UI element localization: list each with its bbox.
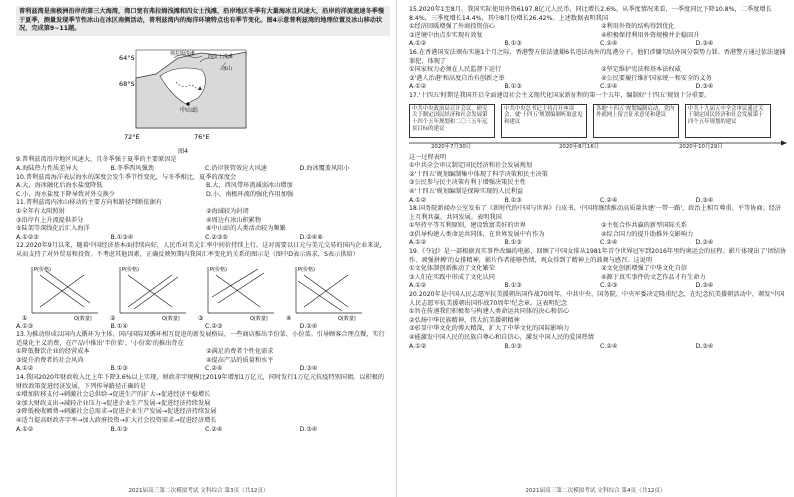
question-11: 11.普利兹湾内冰山移动的主要方向和路径判断依据有 bbox=[16, 199, 162, 207]
question-20: 20.2020年是中国人民志愿军抗美援朝出国作战70周年。中共中央、国务院、中央军委决定隆重纪念，在纪念抗美援朝活动中，颁发'中国人民志愿军抗美援朝出国作战70周年'纪念章。这表明纪念 bbox=[409, 291, 785, 307]
q13-answer[interactable]: B.①③ bbox=[110, 365, 128, 373]
q11-answer[interactable]: A.①②③ bbox=[16, 233, 39, 241]
q13-statement: ①降低餐饮企业的经营成本 bbox=[16, 348, 90, 356]
q13-answer[interactable]: A.①② bbox=[16, 365, 34, 373]
q10-option[interactable]: A.大，海冰融化后海水盐度降低 bbox=[16, 182, 103, 190]
question-12: 12.2020年9月以来，随着中国经济基本面持续向好，人民币对美元汇率中间价持续上行。这对需要以日元与美元交易的国内企业来说，从而支持了对外贸易和投资。不考虑其他因素，正确反映短期内我国汇率变化的关系的图示是（图中D表示需求，S表示供给） bbox=[16, 242, 386, 258]
graph-3 bbox=[198, 263, 280, 321]
q9-option[interactable]: D.海冰覆盖风阻小 bbox=[299, 164, 350, 172]
q20-statements bbox=[409, 308, 787, 342]
q20-answer[interactable]: D.③④ bbox=[695, 342, 714, 350]
station-dot bbox=[186, 102, 189, 105]
q14-statement: ④适当提高财政赤字率→加大政府投资→扩大社会投资需求→促进经济增长 bbox=[16, 417, 217, 425]
q14-statement: ②加大财政支出→减轻企业压力→促进企业生产发展→促进经济持续发展 bbox=[16, 399, 211, 407]
q12-answer[interactable]: C.②③ bbox=[205, 322, 223, 330]
q12-answer[interactable]: D.②④ bbox=[299, 322, 318, 330]
q19-answer[interactable]: B.①③ bbox=[504, 282, 522, 290]
question-10: 10.普利兹湾海洋表层海水的深度会发生季节性变化，与冬季相比，夏季的深度会 bbox=[16, 173, 237, 181]
q16-answer[interactable]: C.②④ bbox=[600, 83, 618, 91]
svg-text:Q(数量): Q(数量) bbox=[338, 315, 356, 321]
timeline-date: 2020年10月29日 bbox=[679, 143, 723, 150]
timeline-box: 各地'十四五'规划编制启动，党内外就网上留言征求意见和建议 bbox=[593, 104, 679, 138]
page-footer-right: 2021届高三第二次模拟考试 文科综合 第4页（共12页） bbox=[525, 488, 666, 494]
lat68-label: 68°S bbox=[119, 79, 135, 88]
q17-statement: ①中共全会审议制定国民经济和社会发展规划 bbox=[409, 162, 533, 170]
lon76-label: 76°E bbox=[194, 132, 210, 141]
map-figure bbox=[116, 38, 266, 148]
q17-statements bbox=[409, 162, 787, 196]
question-13: 13.为推动形成以国内大循环为主体、国内国际双循环相互促进的新发展格局，一些商店推出半份菜、小份菜。引导顾客合理点餐，实行适量化主义消费，在产品中推出'半价菜'、'小份菜'的推出背在 bbox=[16, 331, 385, 347]
q18-statement: ①坚持平等互利原则，建设致富美好的世界 bbox=[409, 222, 526, 230]
left-column bbox=[16, 6, 390, 434]
timeline-box: 中共中央总书记主持召开座谈会，就'十四五'规划编制听取意见和建议 bbox=[501, 104, 587, 138]
q19-statement: ③人们在实践中形成了文化认同 bbox=[409, 273, 495, 281]
q10-option[interactable]: D.小，南极环流的强化作用加强 bbox=[206, 190, 294, 198]
q19-answer[interactable]: A.①② bbox=[409, 282, 427, 290]
graph-4 bbox=[286, 263, 368, 321]
q20-statement: ②弘扬中华民族精神，伟大抗美援朝精神 bbox=[409, 316, 520, 324]
question-9: 9.普利兹湾沿岸地区风速大，且冬季强于夏季的主要原因是 bbox=[16, 156, 177, 164]
q17-answers bbox=[409, 197, 787, 206]
graph-label-2: ② bbox=[110, 314, 116, 321]
q12-answer[interactable]: A.①③ bbox=[16, 322, 34, 330]
passage-prydz-bay: 普利兹湾是南极洲沿岸的第三大海湾，湾口宽有弗拉姆浅滩和四女士浅滩，沿岸地区冬季有大量海冰且风速大，沿岸的洋流流速冬季慢于夏季，测量发现季节性冰山在冰区南侧活动，普利兹湾内的海洋环境特点也有季节变化。图4示意普利兹湾的地理位置及冰山移动状况，完成第9~11题。 bbox=[16, 6, 390, 36]
q19-statement: ④源于真实事件的文艺作品才有生命力 bbox=[601, 273, 706, 281]
timeline-box: 中共十九届五中全会审议通过关于制定国民经济和社会发展第十四个五年规划的建议 bbox=[685, 104, 771, 138]
graph-label-4: ④ bbox=[286, 314, 292, 321]
svg-text:Q(数量): Q(数量) bbox=[250, 315, 268, 321]
q19-statement: ①文化体制创新推动了文化繁荣 bbox=[409, 265, 495, 273]
q13-statements bbox=[16, 348, 390, 365]
q19-statements bbox=[409, 265, 787, 282]
q16-answers bbox=[409, 83, 787, 92]
q18-statement: ③倡导构建人类命运共同体，在世界发展中有作为 bbox=[409, 230, 545, 238]
q10-options bbox=[16, 182, 390, 199]
q18-statement: ②主张合作共赢的新型国际关系 bbox=[601, 222, 687, 230]
q14-answers bbox=[16, 426, 390, 435]
graph-label-1: ① bbox=[22, 314, 28, 321]
q17-statement: ②'十四五'规划编制集中体现了科学决策和民主决策 bbox=[409, 170, 548, 178]
q18-answer[interactable]: A.①② bbox=[409, 239, 427, 247]
q17-answer[interactable]: B.①③ bbox=[504, 196, 522, 204]
q19-answer[interactable]: D.③④ bbox=[695, 282, 714, 290]
q17-statement: ④'十四五'规划编制是保障实现的人民利益 bbox=[409, 187, 524, 195]
lat64-label: 64°S bbox=[119, 53, 135, 62]
q19-statement: ②文化创新增强了中华文化自信 bbox=[601, 265, 687, 273]
question-14: 14.我国2020年财政收入比上年下降3.6%以上实现，财政赤字规模比2019年增加1万亿元，同时发行1万亿元抗疫特别国债。以积极的财政政策促进经济发展，下列传导路径正确的是 bbox=[16, 374, 385, 390]
q9-option[interactable]: A.海陆热力性质差异大 bbox=[16, 164, 78, 172]
q18-answer[interactable]: B.①③ bbox=[504, 239, 522, 247]
q15-answers bbox=[409, 40, 787, 49]
q9-option[interactable]: C.沿岸狭管效应大风速 bbox=[205, 164, 267, 172]
svg-text:P(价格): P(价格) bbox=[122, 266, 139, 273]
q17-tail: 这一过程表明 bbox=[409, 153, 447, 161]
question-18: 18.国务院新闻办公室发布了《新时代的中国与世界》白皮书，中国将继续推动高质量共建'一带一路'，政治上相互尊重、平等协商；经济上互利共赢、共同发展。表明我国 bbox=[409, 205, 782, 221]
q18-statement: ④综合国力的提升助推外交影响力 bbox=[601, 230, 694, 238]
q11-statement: ②海域较为封闭 bbox=[206, 207, 249, 215]
q11-statement: ⑥中山站的人类活动较为频繁 bbox=[206, 225, 286, 233]
q19-answers bbox=[409, 282, 787, 291]
q13-statement: ②满足消费者个性化需求 bbox=[206, 348, 274, 356]
timeline-date: 2020年7月30日 bbox=[431, 143, 472, 150]
right-column bbox=[409, 6, 787, 351]
q16-answer[interactable]: B.①③ bbox=[504, 83, 522, 91]
q19-answer[interactable]: C.②③ bbox=[600, 282, 618, 290]
q13-answer[interactable]: D.③④ bbox=[299, 365, 318, 373]
q13-answer[interactable]: C.②④ bbox=[205, 365, 223, 373]
q20-statement: ①旨在传递我们积极参与构建人类命运共同体的决心和信心 bbox=[409, 308, 570, 316]
q16-statement: ①国家权力必须在人民监督下运行 bbox=[409, 66, 502, 74]
ice-label: 冰山 bbox=[222, 65, 233, 72]
timeline-date: 2020年8月16日 bbox=[559, 143, 600, 150]
q9-option[interactable]: B.冬季西风强劲 bbox=[110, 164, 154, 172]
q16-answer[interactable]: D.③④ bbox=[695, 83, 714, 91]
graph-2 bbox=[110, 263, 192, 321]
q16-statement: ③'港人治港'和高度自治有创新之举 bbox=[409, 74, 505, 82]
q11-statement: ③沿岸有上升流提供养分 bbox=[16, 216, 84, 224]
svg-text:Q(数量): Q(数量) bbox=[74, 315, 92, 321]
q18-answer[interactable]: D.③④ bbox=[695, 239, 714, 247]
planning-timeline bbox=[409, 104, 787, 138]
svg-text:Q(数量): Q(数量) bbox=[162, 315, 180, 321]
q15-answer[interactable]: A.①② bbox=[409, 40, 427, 48]
q14-statement: ③降低税收额费→刺激社会总需求→促进企业生产发展→促进经济持续发展 bbox=[16, 408, 217, 416]
q12-answers bbox=[16, 323, 390, 332]
q14-statement: ①增加转移支付→刺激社会总供给→促进生产的扩大→促进经济平稳增长 bbox=[16, 391, 211, 399]
q20-answers bbox=[409, 343, 787, 352]
q14-answer[interactable]: D.③④ bbox=[299, 425, 318, 433]
svg-text:P(价格): P(价格) bbox=[298, 266, 315, 273]
q9-options bbox=[16, 165, 390, 174]
q10-option[interactable]: B.大，西风带环流减弱冰山增加 bbox=[206, 182, 293, 190]
q15-statement: ③逆境中由点步实现有效复 bbox=[409, 31, 483, 39]
q11-statement: ⑤陆架等深线化后汇入海洋 bbox=[16, 225, 90, 233]
svg-text:P(价格): P(价格) bbox=[34, 266, 51, 273]
q17-answer[interactable]: A.①② bbox=[409, 196, 427, 204]
q20-statement: ③彰显中华文化的博大精深，扩大了中华文化的国际影响力 bbox=[409, 325, 570, 333]
q16-statement: ②坚定维护宪法和基本法权威 bbox=[601, 66, 681, 74]
q20-answer[interactable]: B.①③ bbox=[504, 342, 522, 350]
q15-statement: ④积极保持利用外资规模并企稳回升 bbox=[601, 31, 700, 39]
q14-answer[interactable]: C.②④ bbox=[205, 425, 223, 433]
q17-answer[interactable]: D.③④ bbox=[695, 196, 714, 204]
q11-answer[interactable]: D.②④⑥ bbox=[299, 233, 323, 241]
q11-statement: ④周边有冰山积累物 bbox=[206, 216, 262, 224]
q15-statements bbox=[409, 23, 787, 40]
q16-statements bbox=[409, 66, 787, 83]
q20-statement: ④能激发中国人民的民族自尊心和自信心，激发中国人民的爱国热情 bbox=[409, 334, 594, 341]
question-19: 19.《夺冠》是一部根据真实事件改编的电影，回顾了中国女排从1981年首夺世界冠军到2016年里约奥运会的征程。影片体现出了'团结协作、顽强拼搏'的女排精神，影片作者能够热情，观众得到了精神上的鼓舞与感召。这说明 bbox=[409, 248, 787, 264]
page-footer-left: 2021届高三第二次模拟考试 文科综合 第3页（共12页） bbox=[128, 488, 269, 494]
supply-demand-graphs bbox=[22, 263, 390, 321]
q15-statement: ②利用外资的结构得到优化 bbox=[601, 23, 675, 31]
lon72-label: 72°E bbox=[124, 132, 140, 141]
q16-answer[interactable]: A.①② bbox=[409, 83, 427, 91]
station-label: 中山站 bbox=[180, 106, 199, 114]
q20-answer[interactable]: A.①② bbox=[409, 342, 427, 350]
q10-option[interactable]: C.小，海水盐度下降导致对外交换少 bbox=[16, 190, 116, 198]
q14-answer[interactable]: A.①② bbox=[16, 425, 34, 433]
graph-label-3: ③ bbox=[198, 314, 204, 321]
page-right bbox=[397, 0, 794, 497]
question-17: 17.'十四五'时期是我国开启全面建设社会主义现代化国家新征程的第一个五年，编制好'十四五'规划十分重要。 bbox=[409, 91, 711, 99]
graph-1 bbox=[22, 263, 104, 321]
q11-answer[interactable]: B.①③④ bbox=[110, 233, 134, 241]
figure-caption: 图4 bbox=[177, 147, 189, 155]
q20-answer[interactable]: C.②④ bbox=[600, 342, 618, 350]
q13-statement: ④提高产品的质量和水平 bbox=[206, 356, 274, 364]
q13-statement: ③提升消费者的社会风尚 bbox=[16, 356, 84, 364]
timeline-axis bbox=[409, 140, 787, 154]
q14-answer[interactable]: B.①③ bbox=[110, 425, 128, 433]
bank2-label: 四女士浅滩 bbox=[208, 53, 234, 60]
q15-answer[interactable]: C.②④ bbox=[600, 40, 618, 48]
q17-answer[interactable]: C.②④ bbox=[600, 196, 618, 204]
q11-statement: ①全年有太阳照射 bbox=[16, 207, 65, 215]
q12-answer[interactable]: B.①④ bbox=[110, 322, 128, 330]
svg-text:P(价格): P(价格) bbox=[210, 266, 227, 273]
map-svg bbox=[116, 38, 266, 148]
q18-answers bbox=[409, 239, 787, 248]
q14-statements bbox=[16, 391, 390, 425]
q15-statement: ①经济回暖增强了外商投资信心 bbox=[409, 23, 495, 31]
bank1-label: 弗拉姆浅滩 bbox=[170, 50, 196, 57]
q11-statements bbox=[16, 208, 390, 234]
q13-answers bbox=[16, 365, 390, 374]
q11-answer[interactable]: C.②③⑤ bbox=[205, 233, 228, 241]
question-16: 16.在香港国安法颁布实施1个月之际，香港警方依法逮捕6名违法海外的乱港分子。他们涉嫌勾结外国分裂势力罪。香港警方通过依法逮捕罪犯，体现了 bbox=[409, 48, 786, 65]
q18-statements bbox=[409, 222, 787, 239]
q16-statement: ④公民要履行维护国家统一和安全的义务 bbox=[601, 74, 712, 82]
q18-answer[interactable]: C.②④ bbox=[600, 239, 618, 247]
question-15: 15.2020年1至8月，我国实际使用外资6197.8亿元人民币，同比增长2.6%，从季度情况来看，一季度同比下降10.8%，二季度增长8.4%，三季度增长14.4%，其中8月份增长26.42%。上述数据表明我国 bbox=[409, 6, 772, 22]
q15-answer[interactable]: D.③④ bbox=[695, 40, 714, 48]
q17-statement: ③公民参与民主决策有利于增强决策民主性 bbox=[409, 179, 526, 187]
q15-answer[interactable]: B.①③ bbox=[504, 40, 522, 48]
timeline-box: 中共中央政治局召开会议，研究关于制定国民经济和社会发展第十四个五年规划和二〇三五年远景目标的建议 bbox=[409, 104, 495, 138]
